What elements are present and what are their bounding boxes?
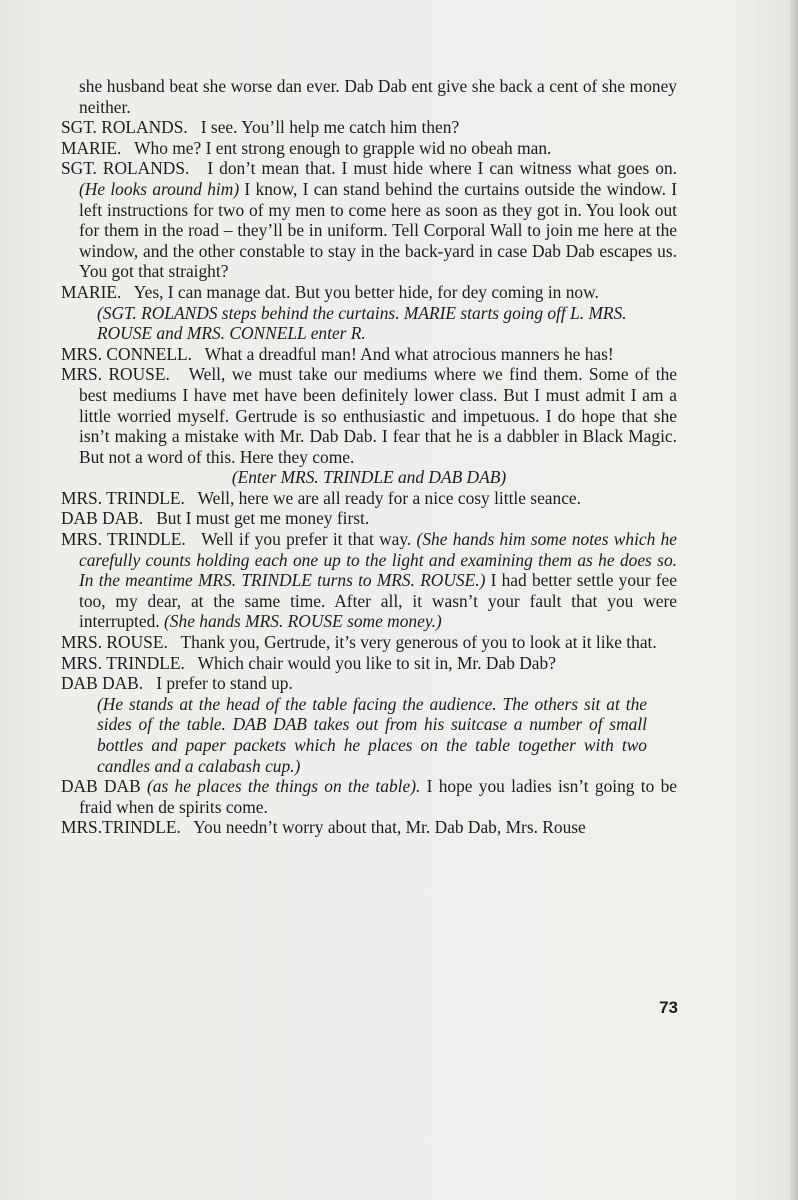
- dialogue-line: [61, 653, 677, 674]
- speaker-name: MRS.TRINDLE.: [61, 817, 181, 838]
- dialogue-line: [61, 776, 677, 817]
- stage-direction-inline: (She hands MRS. ROUSE some money.): [164, 611, 442, 632]
- speaker-name: MRS. TRINDLE.: [61, 529, 186, 550]
- speaker-name: MARIE.: [61, 137, 122, 158]
- dialogue-line: [61, 632, 677, 653]
- dialogue-text: Which chair would you like to sit in, Mr. Dab Dab?: [197, 652, 556, 673]
- dialogue-line: [61, 508, 677, 529]
- speaker-name: MRS. TRINDLE.: [61, 652, 185, 673]
- dialogue-text: Who me? I ent strong enough to grapple wid no obeah man.: [134, 137, 552, 158]
- dialogue-text: But I must get me money first.: [156, 508, 370, 529]
- dialogue-line: [61, 138, 677, 159]
- speaker-name: MARIE.: [61, 281, 122, 302]
- speaker-name: SGT. ROLANDS.: [61, 158, 190, 179]
- speaker-name: SGT. ROLANDS.: [61, 117, 188, 138]
- dialogue-continuation: she husband beat she worse dan ever. Dab Dab ent give she back a cent of she money neither.: [79, 76, 677, 117]
- dialogue-line: [61, 488, 677, 509]
- dialogue-text: I had better settle your fee too, my dear, at the same time. After all, it wasn’t your fault that you were interrupted.: [79, 570, 677, 632]
- dialogue-line: [61, 344, 677, 365]
- dialogue-line: [61, 158, 677, 282]
- dialogue-text: You needn’t worry about that, Mr. Dab Dab, Mrs. Rouse: [193, 817, 586, 838]
- page-edge: [790, 0, 798, 1200]
- stage-direction-inline: (He looks around him): [79, 178, 240, 199]
- stage-direction-inline: (She hands him some notes which he carefully counts holding each one up to the light and examining them as he does so. In the meantime MRS. TRINDLE turns to MRS. ROUSE.): [79, 529, 678, 591]
- play-script-text: [61, 76, 677, 838]
- speaker-name: MRS. ROUSE.: [61, 632, 168, 653]
- dialogue-text: Thank you, Gertrude, it’s very generous of you to look at it like that.: [180, 632, 657, 653]
- speaker-name: DAB DAB.: [61, 508, 144, 529]
- dialogue-text: Well, we must take our mediums where we find them. Some of the best mediums I have met have been definitely lower class. But I must admit I am a little worried myself. Gertrude is so enthusiastic and impetuous. I do hope that she isn’t making a mistake with Mr. Dab Dab. I fear that he is a dabbler in Black Magic. But not a word of this. Here they come.: [79, 364, 678, 467]
- dialogue-text: Well, here we are all ready for a nice cosy little seance.: [197, 487, 581, 508]
- dialogue-text: I prefer to stand up.: [156, 673, 293, 694]
- dialogue-line: [61, 673, 677, 694]
- stage-direction: (He stands at the head of the table facing the audience. The others sit at the sides of the table. DAB DAB takes out from his suitcase a number of small bottles and paper packets which he places on the table together with two candles and a calabash cup.): [97, 693, 647, 776]
- dialogue-line: [61, 364, 677, 467]
- dialogue-text: I don’t mean that. I must hide where I can witness what goes on.: [207, 158, 677, 179]
- stage-direction-inline: (as he places the things on the table).: [147, 776, 421, 797]
- dialogue-line: [61, 282, 677, 303]
- speaker-name: MRS. CONNELL.: [61, 343, 192, 364]
- dialogue-text: I see. You’ll help me catch him then?: [200, 117, 460, 138]
- stage-direction-centered: (Enter MRS. TRINDLE and DAB DAB): [231, 467, 507, 488]
- dialogue-line: [61, 117, 677, 138]
- speaker-name: DAB DAB: [61, 776, 141, 797]
- dialogue-line: [61, 529, 677, 632]
- speaker-name: DAB DAB.: [61, 673, 144, 694]
- dialogue-line: [61, 817, 677, 838]
- dialogue-text: I hope you ladies isn’t going to be fraid when de spirits come.: [79, 776, 677, 817]
- page-number: 73: [659, 998, 678, 1017]
- speaker-name: MRS. ROUSE.: [61, 364, 170, 385]
- stage-direction: (SGT. ROLANDS steps behind the curtains. MARIE starts going off L. MRS. ROUSE and MRS. CONNELL enter R.: [97, 302, 627, 344]
- dialogue-text: I know, I can stand behind the curtains outside the window. I left instructions for two of my men to come here as soon as they got in. You look out for them in the road – they’ll be in uniform. Tell Corporal Wall to join me here at the window, and the other constable to stay in the back-yard in case Dab Dab escapes us. You got that straight?: [79, 178, 678, 282]
- dialogue-text: Well if you prefer it that way.: [201, 529, 412, 550]
- dialogue-text: What a dreadful man! And what atrocious manners he has!: [204, 343, 614, 364]
- speaker-name: MRS. TRINDLE.: [61, 487, 185, 508]
- dialogue-text: Yes, I can manage dat. But you better hide, for dey coming in now.: [133, 281, 599, 302]
